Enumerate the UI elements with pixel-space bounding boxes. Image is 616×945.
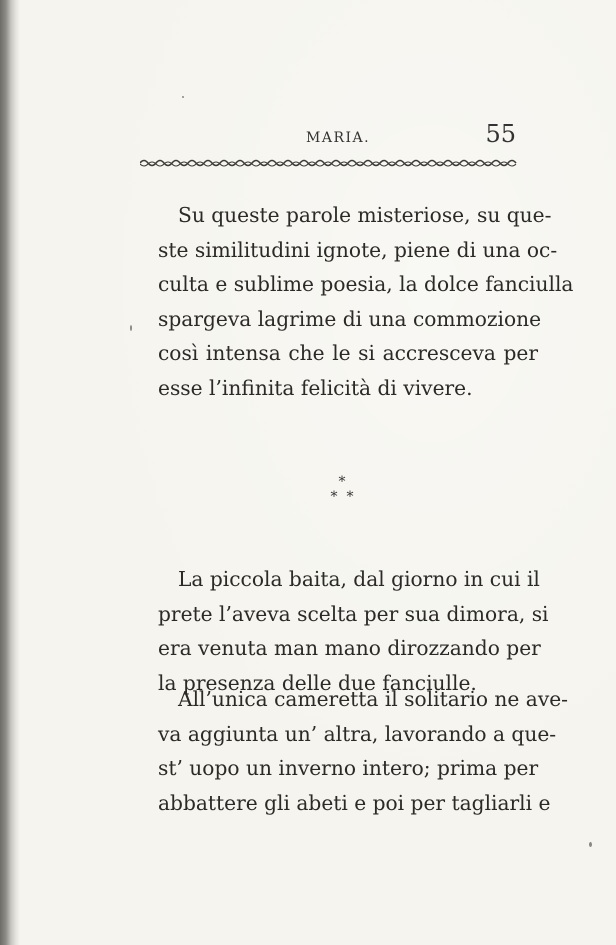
text-line: così intensa che le si accresceva per xyxy=(158,341,538,365)
text-line: esse l’infinita felicità di vivere. xyxy=(158,375,473,400)
text-line: era venuta man mano dirozzando per xyxy=(158,636,541,660)
book-binding-edge xyxy=(0,0,20,945)
paper-speck xyxy=(130,325,132,331)
paper-speck xyxy=(182,96,184,98)
asterism-section-break xyxy=(322,472,362,512)
page-number: 55 xyxy=(485,120,516,148)
text-line: All’unica cameretta il solitario ne ave- xyxy=(178,687,568,711)
svg-text:*: * xyxy=(338,474,346,490)
text-line: Su queste parole misteriose, su que- xyxy=(178,203,552,227)
svg-text:*: * xyxy=(330,489,338,505)
text-line: La piccola baita, dal giorno in cui il xyxy=(178,567,540,591)
paragraph-1 xyxy=(158,198,574,405)
text-line: va aggiunta un’ altra, lavorando a que- xyxy=(158,721,557,746)
text-line: st’ uopo un inverno intero; prima per xyxy=(158,756,539,780)
page-header xyxy=(160,120,520,160)
paper-speck xyxy=(589,842,592,847)
text-line: spargeva lagrime di una commozione xyxy=(158,306,542,331)
text-line: ste similitudini ignote, piene di una oc- xyxy=(158,237,558,262)
text-line: la presenza delle due fanciulle. xyxy=(158,670,477,695)
text-line: prete l’aveva scelta per sua dimora, si xyxy=(158,601,549,626)
ornamental-rule xyxy=(140,158,522,168)
running-title: MARIA. xyxy=(306,130,371,146)
text-line: culta e sublime poesia, la dolce fanciulla xyxy=(158,272,574,296)
paragraph-2 xyxy=(158,562,549,700)
svg-text:*: * xyxy=(346,489,354,505)
text-line: abbattere gli abeti e poi per tagliarli e xyxy=(158,790,551,815)
paragraph-3 xyxy=(158,682,568,820)
